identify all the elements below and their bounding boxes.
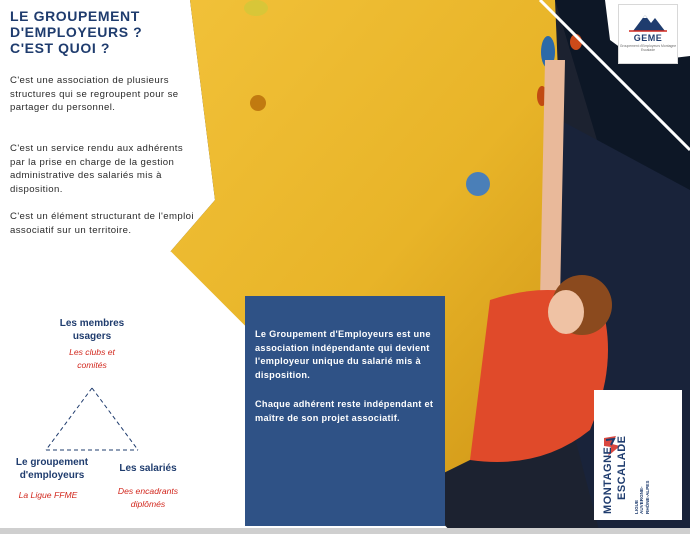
ligue-line-1: LIGUE: [634, 499, 639, 514]
montagne-escalade-wordmark: [602, 396, 672, 514]
node-employees-sub: [100, 485, 196, 510]
logo-word-escalade: ESCALADE: [616, 435, 628, 500]
montagne-escalade-logo: [594, 390, 682, 520]
triangle-edge-left: [46, 388, 92, 450]
title-line-1: LE GROUPEMENT: [10, 8, 140, 24]
ligue-line-3: RHÔNE-ALPES: [644, 480, 650, 514]
node-members-sub: [42, 346, 142, 371]
members-sub-line-1: Les clubs et: [69, 347, 115, 357]
employees-sub-line-1: Des encadrants: [117, 486, 179, 496]
geme-logo: [618, 4, 678, 64]
intro-paragraph-3: C'est un élément structurant de l'emploi associatif sur un territoire.: [10, 211, 194, 236]
geme-logo-tagline: Groupement d'Employeurs Montagne Escalade: [619, 44, 677, 52]
info-box: [245, 296, 445, 526]
geme-logo-text: GEME: [633, 33, 663, 43]
triangle-edge-right: [92, 388, 138, 450]
node-employer-title: [0, 457, 104, 482]
title-line-2: D'EMPLOYEURS ?: [10, 24, 143, 40]
members-title-line-2: usagers: [72, 330, 112, 342]
members-sub-line-2: comités: [77, 359, 107, 370]
logo-word-montagne: MONTAGNE: [602, 446, 614, 514]
intro-paragraph-1: C'est une association de plusieurs structures qui se regroupent pour se partager du personnel.: [10, 75, 179, 114]
intro-paragraph-2: C'est un service rendu aux adhérents par la prise en charge de la gestion administrative des salariés mis à disposition.: [10, 143, 184, 195]
node-members-title: [42, 318, 142, 343]
employer-title-line-1: Le groupement: [15, 457, 89, 468]
bottom-edge-strip: [0, 528, 690, 534]
info-text-1: Le Groupement d'Employeurs est une association indépendante qui devient l'employeur unique du salarié mis à disposition.: [255, 329, 431, 380]
mountain-icon: [619, 7, 677, 35]
members-title-line-1: Les membres: [59, 318, 125, 329]
title-line-3: C'EST QUOI ?: [10, 40, 110, 56]
logo-ligue-text: [634, 454, 650, 514]
info-text-2: Chaque adhérent reste indépendant et maître de son projet associatif.: [255, 399, 434, 423]
employees-sub-line-2: diplômés: [130, 498, 166, 509]
ligue-line-2: AUVERGNE-: [639, 486, 645, 514]
node-employer-sub: La Ligue FFME: [18, 490, 78, 500]
employer-title-line-2: d'employeurs: [19, 469, 85, 481]
page-title: [10, 8, 210, 56]
node-employees-title: Les salariés: [119, 463, 177, 474]
